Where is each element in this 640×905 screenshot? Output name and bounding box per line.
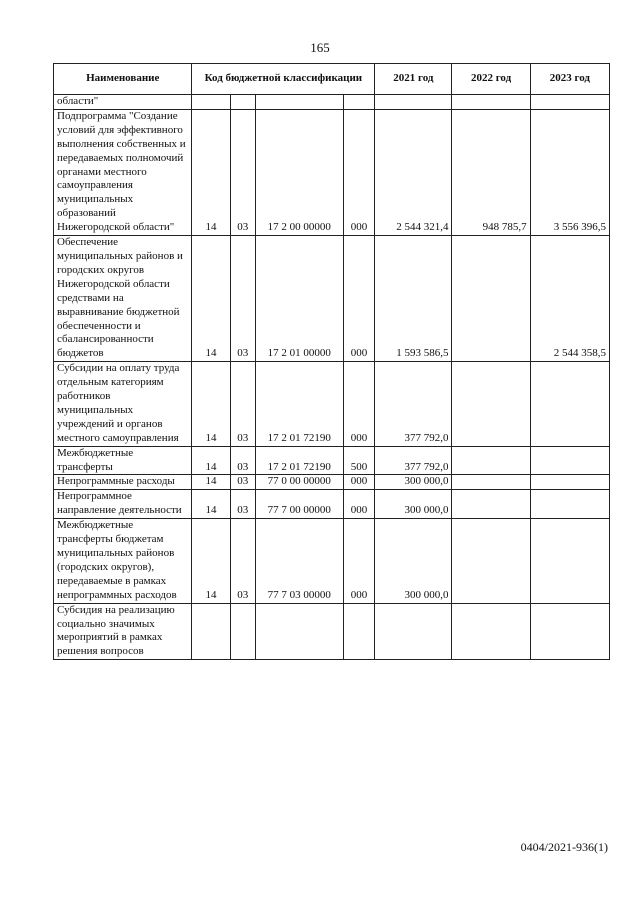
cell-csr: 77 7 00 00000 (255, 490, 343, 519)
table-row (54, 362, 610, 446)
cell-name: Непрограммное направление деятельности (54, 490, 192, 519)
cell-vr: 000 (343, 362, 375, 446)
cell-vr (343, 95, 375, 110)
cell-name: Субсидия на реализацию социально значимых мероприятий в рамках решения вопросов (54, 603, 192, 660)
cell-rz (192, 603, 230, 660)
cell-vr: 000 (343, 109, 375, 235)
cell-name: Подпрограмма "Создание условий для эффективного выполнения собственных и передаваемых полномочий органами местного самоуправления муниципальных образований Нижегородской области" (54, 109, 192, 235)
cell-name: Непрограммные расходы (54, 475, 192, 490)
cell-pr: 03 (230, 236, 255, 362)
cell-csr: 17 2 01 00000 (255, 236, 343, 362)
cell-y2023: 2 544 358,5 (530, 236, 609, 362)
cell-y2021: 300 000,0 (375, 475, 452, 490)
cell-y2021: 377 792,0 (375, 362, 452, 446)
cell-y2023 (530, 603, 609, 660)
cell-y2021 (375, 95, 452, 110)
cell-y2021 (375, 603, 452, 660)
table-row (54, 109, 610, 235)
cell-y2023 (530, 475, 609, 490)
header-2022: 2022 год (452, 64, 530, 95)
cell-y2023 (530, 446, 609, 475)
cell-y2022 (452, 490, 530, 519)
cell-pr (230, 603, 255, 660)
cell-csr: 17 2 01 72190 (255, 446, 343, 475)
cell-csr: 77 0 00 00000 (255, 475, 343, 490)
cell-vr: 500 (343, 446, 375, 475)
cell-y2023 (530, 519, 609, 603)
cell-y2021: 377 792,0 (375, 446, 452, 475)
table-row (54, 95, 610, 110)
cell-y2022 (452, 603, 530, 660)
budget-table (53, 63, 610, 660)
document-code: 0404/2021-936(1) (520, 840, 608, 854)
table-row (54, 490, 610, 519)
header-name: Наименование (54, 64, 192, 95)
cell-csr: 17 2 00 00000 (255, 109, 343, 235)
cell-rz: 14 (192, 475, 230, 490)
cell-vr: 000 (343, 490, 375, 519)
cell-y2022 (452, 446, 530, 475)
cell-y2021: 2 544 321,4 (375, 109, 452, 235)
table-row (54, 519, 610, 603)
cell-rz: 14 (192, 446, 230, 475)
cell-pr: 03 (230, 490, 255, 519)
table-row (54, 236, 610, 362)
cell-vr: 000 (343, 475, 375, 490)
cell-pr: 03 (230, 109, 255, 235)
cell-vr: 000 (343, 519, 375, 603)
cell-y2023 (530, 362, 609, 446)
table-row (54, 603, 610, 660)
header-2021: 2021 год (375, 64, 452, 95)
cell-csr (255, 95, 343, 110)
table-row (54, 475, 610, 490)
cell-csr: 17 2 01 72190 (255, 362, 343, 446)
cell-rz: 14 (192, 236, 230, 362)
cell-pr: 03 (230, 475, 255, 490)
cell-rz: 14 (192, 362, 230, 446)
cell-y2022 (452, 95, 530, 110)
cell-rz: 14 (192, 519, 230, 603)
cell-y2021: 300 000,0 (375, 519, 452, 603)
page-number: 165 (310, 40, 330, 55)
cell-y2023 (530, 95, 609, 110)
cell-y2023 (530, 490, 609, 519)
cell-rz: 14 (192, 109, 230, 235)
cell-y2022 (452, 519, 530, 603)
cell-y2022 (452, 475, 530, 490)
cell-pr: 03 (230, 446, 255, 475)
cell-y2022 (452, 362, 530, 446)
cell-pr (230, 95, 255, 110)
cell-name: Межбюджетные трансферты бюджетам муниципальных районов (городских округов), передаваемые в рамках непрограммных расходов (54, 519, 192, 603)
cell-pr: 03 (230, 519, 255, 603)
cell-y2022: 948 785,7 (452, 109, 530, 235)
cell-csr (255, 603, 343, 660)
cell-y2021: 1 593 586,5 (375, 236, 452, 362)
cell-name: Межбюджетные трансферты (54, 446, 192, 475)
cell-vr: 000 (343, 236, 375, 362)
cell-name: Субсидии на оплату труда отдельным категориям работников муниципальных учреждений и органов местного самоуправления (54, 362, 192, 446)
cell-vr (343, 603, 375, 660)
cell-y2022 (452, 236, 530, 362)
cell-pr: 03 (230, 362, 255, 446)
cell-name: Обеспечение муниципальных районов и городских округов Нижегородской области средствами на выравнивание бюджетной обеспеченности и сбалансированности бюджетов (54, 236, 192, 362)
cell-y2023: 3 556 396,5 (530, 109, 609, 235)
header-code: Код бюджетной классификации (192, 64, 375, 95)
table-row (54, 446, 610, 475)
cell-rz (192, 95, 230, 110)
cell-name: области" (54, 95, 192, 110)
cell-y2021: 300 000,0 (375, 490, 452, 519)
cell-csr: 77 7 03 00000 (255, 519, 343, 603)
cell-rz: 14 (192, 490, 230, 519)
header-row (54, 64, 610, 95)
header-2023: 2023 год (530, 64, 609, 95)
